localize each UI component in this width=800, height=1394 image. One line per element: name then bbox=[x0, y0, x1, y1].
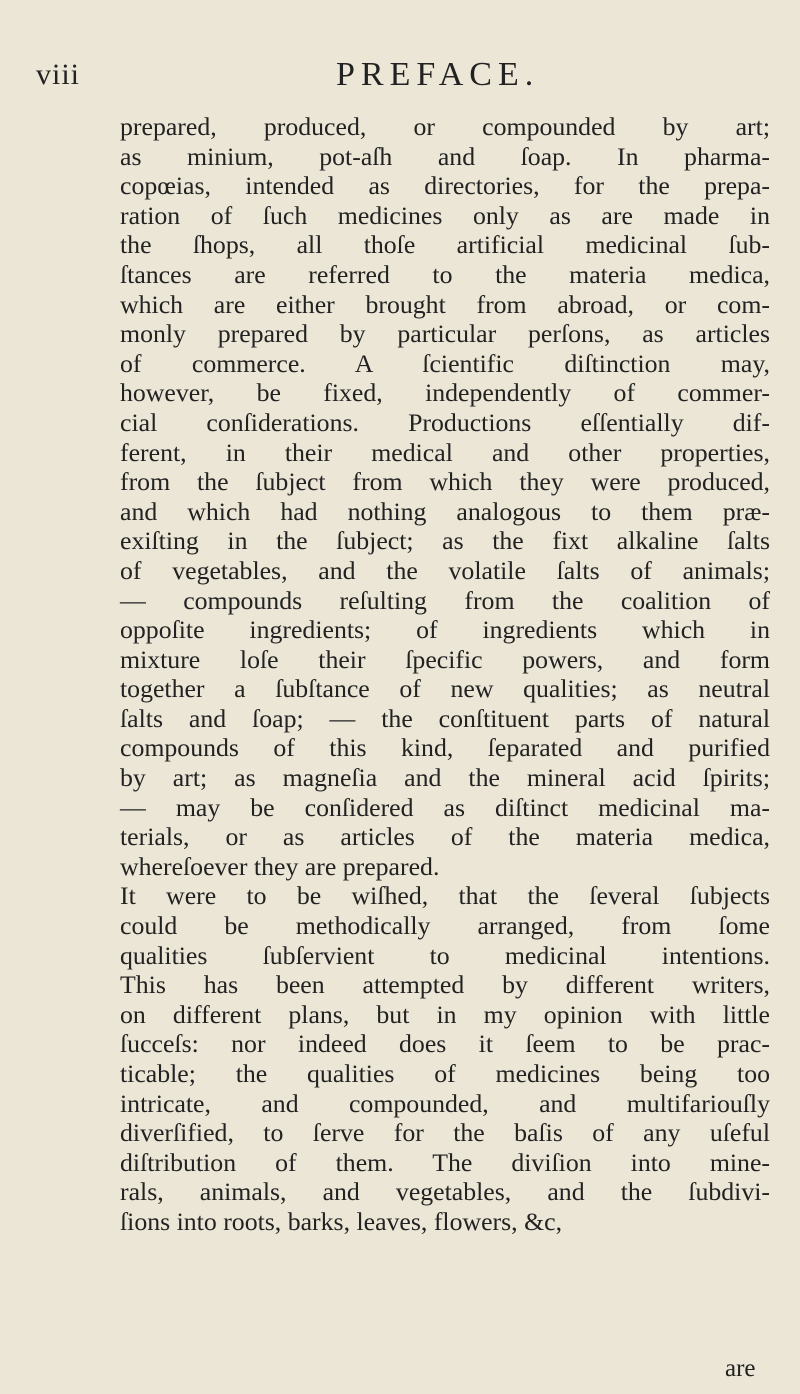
text-line: cial conſiderations. Productions eſſentially dif- bbox=[120, 407, 770, 437]
text-line: This has been attempted by different writers, bbox=[120, 970, 770, 1000]
text-line: however, be fixed, independently of commer- bbox=[120, 378, 770, 408]
text-line: of vegetables, and the volatile ſalts of animals; bbox=[120, 555, 770, 585]
text-line: ferent, in their medical and other properties, bbox=[120, 437, 770, 467]
text-line: could be methodically arranged, from ſome bbox=[120, 911, 770, 941]
text-line: qualities ſubſervient to medicinal intentions. bbox=[120, 940, 770, 970]
text-line: of commerce. A ſcientific diſtinction may, bbox=[120, 348, 770, 378]
text-line: from the ſubject from which they were produced, bbox=[120, 467, 770, 497]
text-line: as minium, pot-aſh and ſoap. In pharma- bbox=[120, 141, 770, 171]
text-line: oppoſite ingredients; of ingredients which in bbox=[120, 615, 770, 645]
text-line: and which had nothing analogous to them præ- bbox=[120, 496, 770, 526]
text-line: whereſoever they are prepared. bbox=[120, 851, 440, 881]
text-line: It were to be wiſhed, that the ſeveral ſubjects bbox=[120, 881, 770, 911]
text-line: on different plans, but in my opinion with little bbox=[120, 999, 770, 1029]
text-line: intricate, and compounded, and multifariouſly bbox=[120, 1088, 770, 1118]
text-line: ſucceſs: nor indeed does it ſeem to be prac- bbox=[120, 1029, 770, 1059]
text-line: compounds of this kind, ſeparated and purified bbox=[120, 733, 770, 763]
text-line: ſions into roots, barks, leaves, flowers, &c, bbox=[120, 1206, 563, 1236]
text-line: the ſhops, all thoſe artificial medicinal ſub- bbox=[120, 230, 770, 260]
text-line: rals, animals, and vegetables, and the ſubdivi- bbox=[120, 1177, 770, 1207]
text-line: diſtribution of them. The diviſion into mine- bbox=[120, 1147, 770, 1177]
text-line: ticable; the qualities of medicines being too bbox=[120, 1059, 770, 1088]
text-line: prepared, produced, or compounded by art; bbox=[120, 112, 770, 141]
text-line: terials, or as articles of the materia medica, bbox=[120, 822, 770, 852]
text-line: ſtances are referred to the materia medica, bbox=[120, 259, 770, 289]
running-head: PREFACE. bbox=[336, 56, 540, 93]
text-line: — may be conſidered as diſtinct medicinal ma- bbox=[120, 792, 770, 822]
text-line: monly prepared by particular perſons, as articles bbox=[120, 319, 770, 349]
text-line: copœias, intended as directories, for the prepa- bbox=[120, 171, 770, 201]
text-line: by art; as magneſia and the mineral acid ſpirits; bbox=[120, 763, 770, 793]
text-line: diverſified, to ſerve for the baſis of any uſeful bbox=[120, 1118, 770, 1148]
body-text bbox=[120, 112, 770, 1237]
catchword: are bbox=[725, 1355, 756, 1382]
text-line: mixture loſe their ſpecific powers, and form bbox=[120, 644, 770, 674]
text-line: exiſting in the ſubject; as the fixt alkaline ſalts bbox=[120, 526, 770, 556]
text-line: ſalts and ſoap; — the conſtituent parts of natural bbox=[120, 703, 770, 733]
text-line: together a ſubſtance of new qualities; as neutral bbox=[120, 674, 770, 704]
text-line: — compounds reſulting from the coalition of bbox=[120, 585, 770, 615]
text-line: ration of ſuch medicines only as are made in bbox=[120, 200, 770, 230]
text-line: which are either brought from abroad, or com- bbox=[120, 289, 770, 319]
page-header bbox=[0, 48, 800, 93]
page-number: viii bbox=[36, 58, 81, 91]
